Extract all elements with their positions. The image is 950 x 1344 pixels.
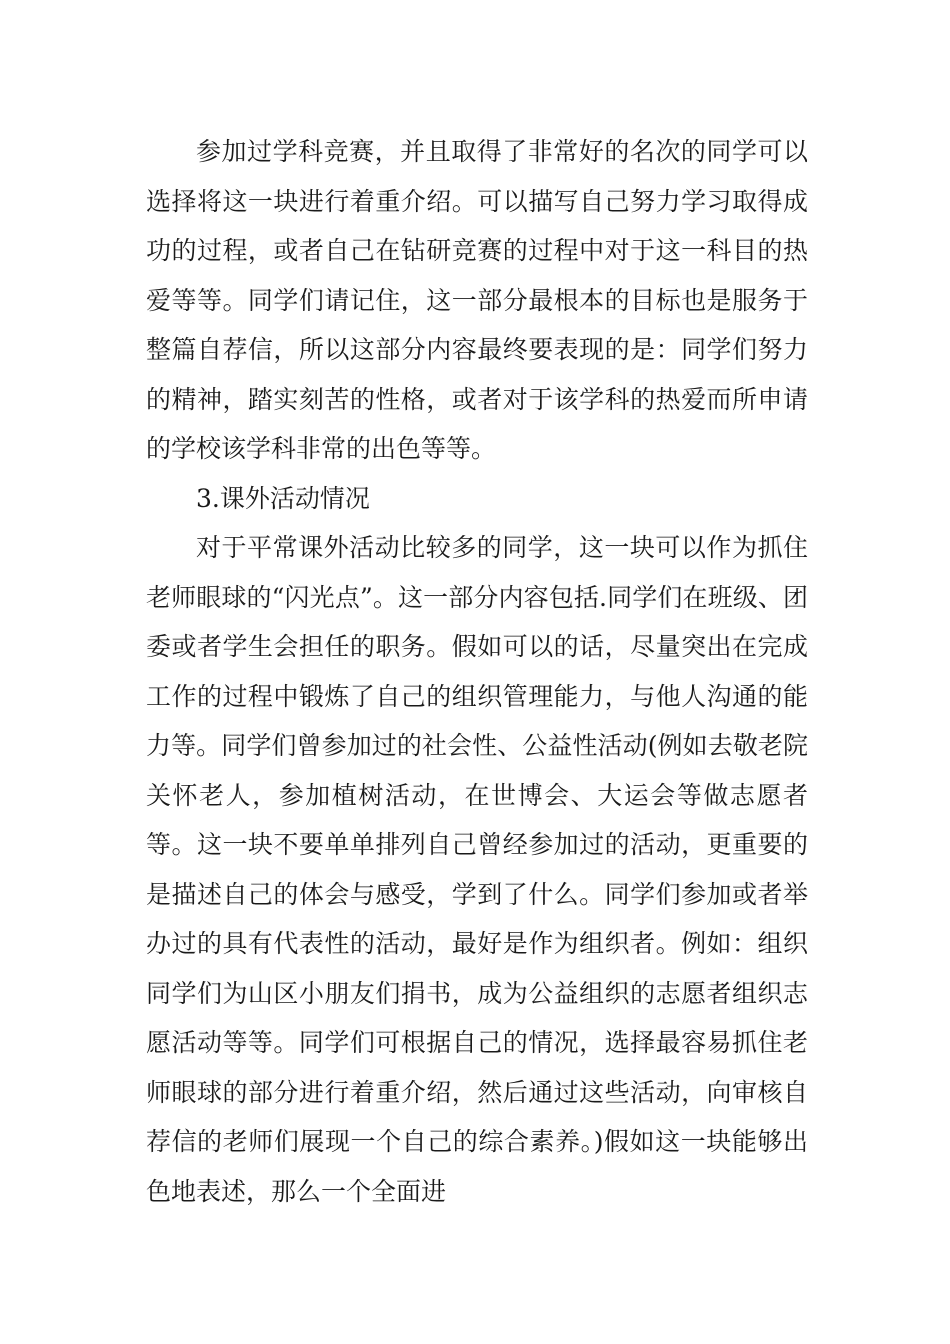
section-heading-extracurricular: 3.课外活动情况 bbox=[196, 483, 370, 513]
document-body bbox=[146, 127, 808, 1216]
paragraph-extracurricular: 对于平常课外活动比较多的同学，这一块可以作为抓住老师眼球的“闪光点”。这一部分内容包括.同学们在班级、团委或者学生会担任的职务。假如可以的话，尽量突出在完成工作的过程中锻炼了自己的组织管理能力，与他人沟通的能力等。同学们曾参加过的社会性、公益性活动(例如去敬老院关怀老人，参加植树活动，在世博会、大运会等做志愿者等。这一块不要单单排列自己曾经参加过的活动，更重要的是描述自己的体会与感受，学到了什么。同学们参加或者举办过的具有代表性的活动，最好是作为组织者。例如：组织同学们为山区小朋友们捐书，成为公益组织的志愿者组织志愿活动等等。同学们可根据自己的情况，选择最容易抓住老师眼球的部分进行着重介绍，然后通过这些活动，向审核自荐信的老师们展现一个自己的综合素养。)假如这一块能够出色地表述，那么一个全面进 bbox=[146, 533, 808, 1206]
paragraph-competition: 参加过学科竞赛，并且取得了非常好的名次的同学可以选择将这一块进行着重介绍。可以描写自己努力学习取得成功的过程，或者自己在钻研竞赛的过程中对于这一科目的热爱等等。同学们请记住，这一部分最根本的目标也是服务于整篇自荐信，所以这部分内容最终要表现的是：同学们努力的精神，踏实刻苦的性格，或者对于该学科的热爱而所申请的学校该学科非常的出色等等。 bbox=[146, 137, 808, 463]
